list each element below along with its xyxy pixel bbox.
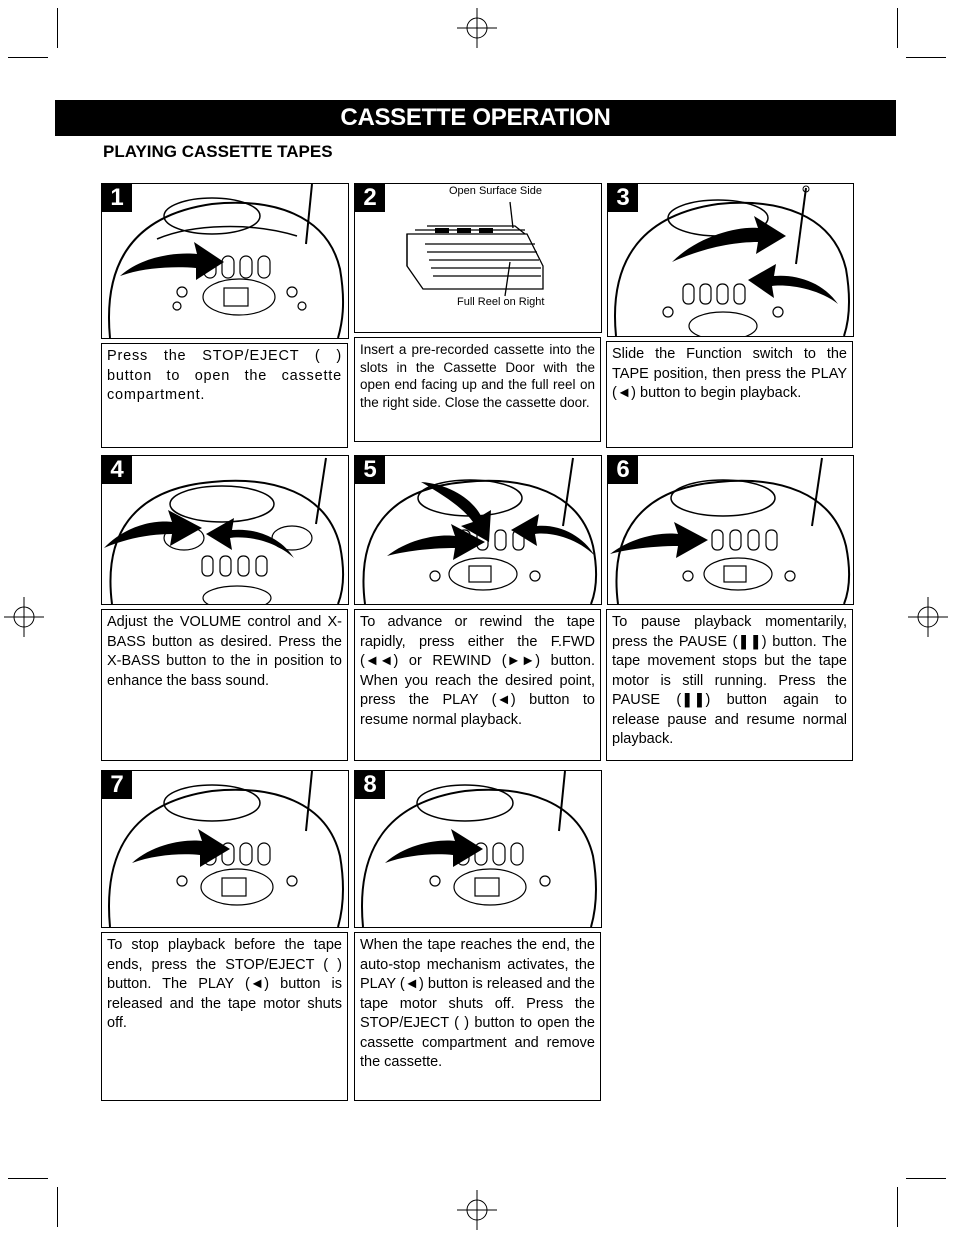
step-7-instructions: To stop playback before the tape ends, press the STOP/EJECT ( ) button. The PLAY (◄) button is released and the tape motor shuts off. xyxy=(101,932,348,1101)
step-6-illustration xyxy=(607,455,854,605)
step-5-illustration xyxy=(354,455,602,605)
step-5-instructions: To advance or rewind the tape rapidly, press either the F.FWD (◄◄) or REWIND (►►) button. When you reach the desired point, press the PLAY (◄) button to resume normal playback. xyxy=(354,609,601,761)
crop-mark xyxy=(57,1187,58,1227)
boombox-illustration xyxy=(102,456,348,604)
cassette-diagram xyxy=(355,184,601,332)
step-8-illustration xyxy=(354,770,602,928)
step-number: 1 xyxy=(102,184,132,212)
registration-mark xyxy=(908,597,948,637)
boombox-illustration xyxy=(102,771,348,927)
step-4-illustration xyxy=(101,455,349,605)
step-7-illustration xyxy=(101,770,349,928)
open-surface-label: Open Surface Side xyxy=(449,185,542,197)
boombox-illustration xyxy=(102,184,348,338)
crop-mark xyxy=(906,1178,946,1179)
crop-mark xyxy=(57,8,58,48)
boombox-illustration xyxy=(355,456,601,604)
step-2-instructions: Insert a pre-recorded cassette into the slots in the Cassette Door with the open end facing up and the full reel on the right side. Close the cassette door. xyxy=(354,337,601,442)
step-3-instructions: Slide the Function switch to the TAPE position, then press the PLAY (◄) button to begin playback. xyxy=(606,341,853,448)
registration-mark xyxy=(4,597,44,637)
step-8-instructions: When the tape reaches the end, the auto-stop mechanism activates, the PLAY (◄) button is released and the tape motor shuts off. Press the STOP/EJECT ( ) button to open the cassette compartment and remove the cassette. xyxy=(354,932,601,1101)
boombox-illustration xyxy=(608,456,853,604)
step-4-instructions: Adjust the VOLUME control and X-BASS button as desired. Press the X-BASS button to the in position to enhance the bass sound. xyxy=(101,609,348,761)
step-3-illustration xyxy=(607,183,854,337)
section-title: PLAYING CASSETTE TAPES xyxy=(103,142,333,161)
crop-mark xyxy=(897,1187,898,1227)
crop-mark xyxy=(906,57,946,58)
step-number: 5 xyxy=(355,456,385,484)
full-reel-label: Full Reel on Right xyxy=(457,296,545,308)
step-number: 4 xyxy=(102,456,132,484)
step-1-instructions: Press the STOP/EJECT ( ) button to open the cassette compartment. xyxy=(101,343,348,448)
page-title: CASSETTE OPERATION xyxy=(55,100,896,136)
step-number: 6 xyxy=(608,456,638,484)
registration-mark xyxy=(457,1190,497,1230)
crop-mark xyxy=(8,57,48,58)
crop-mark xyxy=(897,8,898,48)
step-1-illustration xyxy=(101,183,349,339)
registration-mark xyxy=(457,8,497,48)
boombox-illustration xyxy=(608,184,853,336)
step-number: 8 xyxy=(355,771,385,799)
step-number: 7 xyxy=(102,771,132,799)
step-number: 2 xyxy=(355,184,385,212)
step-2-illustration xyxy=(354,183,602,333)
boombox-illustration xyxy=(355,771,601,927)
step-number: 3 xyxy=(608,184,638,212)
crop-mark xyxy=(8,1178,48,1179)
step-6-instructions: To pause playback momentarily, press the PAUSE (❚❚) button. The tape movement stops but the tape motor is still running. Press the PAUSE (❚❚) button again to release pause and resume normal playback. xyxy=(606,609,853,761)
